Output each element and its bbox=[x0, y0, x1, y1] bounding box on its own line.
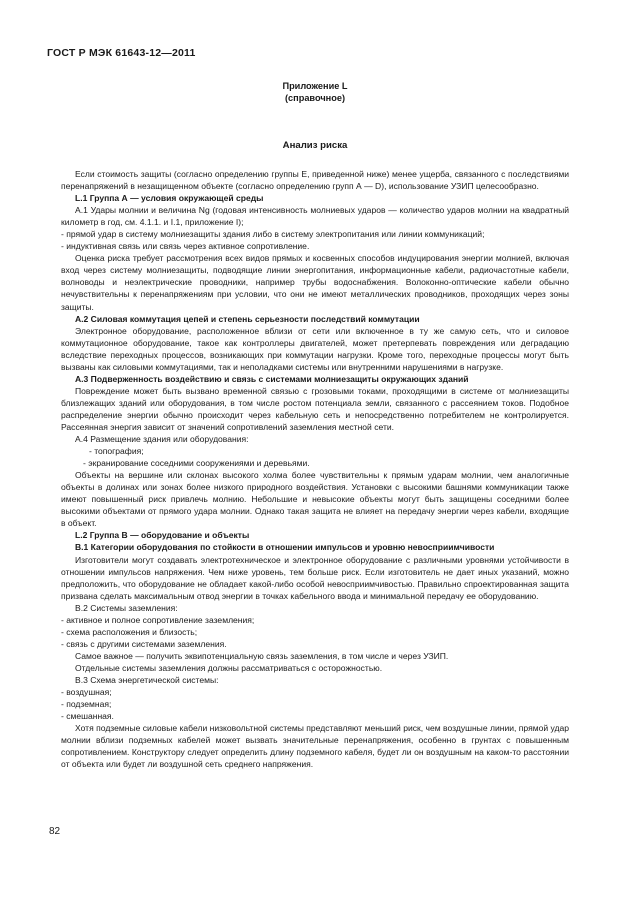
paragraph: Электронное оборудование, расположенное вблизи от сети или включенное в ту же самую сеть, что и силовое коммутационное оборудование, такое как контроллеры двигателей, может претерпевать повреждения или деградацию вследствие переходных процессов, возникающих при коммутации нагрузки. Кроме того, переходные процессы могут быть вызваны как силовыми коммутациями, так и неполадками системы или внутренними нарушениями в нагрузке. bbox=[61, 325, 569, 372]
paragraph: А.4 Размещение здания или оборудования: bbox=[75, 434, 249, 445]
annex-title: Приложение L bbox=[282, 81, 348, 91]
paragraph: Изготовители могут создавать электротехническое и электронное оборудование с различными уровнями устойчивости в отношении импульсов напряжения. Чем ниже уровень, тем больше риск. Если изготовитель не дает иных указаний, можно предположить, что оборудование не обладает какой-либо особой невосприимчивостью. Правильно спроектированная защита призвана сделать максимальным отвод энергии в точках кабельного ввода и минимальной передачу ее оборудованию. bbox=[61, 554, 569, 601]
list-item: - топография; bbox=[89, 446, 144, 457]
list-item: - прямой удар в систему молниезащиты здания либо в систему электропитания или линии коммуникаций; bbox=[61, 229, 485, 240]
list-item: - подземная; bbox=[61, 699, 112, 710]
annex-subtitle: (справочное) bbox=[284, 93, 345, 103]
list-item: - схема расположения и близость; bbox=[61, 626, 198, 637]
subsection-heading: А.3 Подверженность воздействию и связь с системами молниезащиты окружающих зданий bbox=[75, 373, 469, 384]
subsection-heading: В.1 Категории оборудования по стойкости в отношении импульсов и уровню невосприимчивости bbox=[75, 542, 495, 553]
paragraph: Объекты на вершине или склонах высокого холма более чувствительны к прямым ударам молнии, чем аналогичные объекты в долинах или зонах более низкого природного воздействия. Установки с высокими башнями коммуникации также имеют повышенный риск привлечь молнию. Небольшие и невысокие объекты могут быть защищены соседними более высокими объектами от прямого удара молнии. Однако такая защита не влияет на передачу энергии через кабели, входящие в объект. bbox=[61, 470, 569, 529]
list-item: - связь с другими системами заземления. bbox=[61, 638, 227, 649]
paragraph: В.3 Схема энергетической системы: bbox=[75, 674, 219, 685]
list-item: - экранирование соседними сооружениями и деревьями. bbox=[83, 458, 310, 469]
list-item: - смешанная. bbox=[61, 711, 114, 722]
subsection-heading: L.2 Группа В — оборудование и объекты bbox=[75, 530, 250, 541]
paragraph: Самое важное — получить эквипотенциальную связь заземления, в том числе и через УЗИП. bbox=[75, 650, 449, 661]
paragraph: Оценка риска требует рассмотрения всех видов прямых и косвенных способов индуцирования энергии молнией, включая вход через систему молниезащиты, подводящие линии энергопитания, информационные кабели, радиочастотные кабели, волноводы и неэлектрические проводники, например трубы водоснабжения. Волоконно-оптические кабели обычно нечувствительны к перенапряжениям при условии, что они не имеют металлических проводников, проходящих через зоны защиты. bbox=[61, 253, 569, 312]
paragraph: В.2 Системы заземления: bbox=[75, 602, 178, 613]
list-item: - активное и полное сопротивление заземления; bbox=[61, 614, 255, 625]
paragraph: Повреждение может быть вызвано временной связью с грозовыми токами, проходящими в системе от молниезащиты близлежащих зданий или оборудования, в том числе ростом потенциала земли, связанного с рассеянием токов. Подобное распределение энергии обычно происходит через кабельную сеть и непосредственно потребителем не контролируется. Рассеянная энергия зависит от значений сопротивлений заземления местной сети. bbox=[61, 385, 569, 432]
document-header: ГОСТ Р МЭК 61643-12—2011 bbox=[47, 47, 196, 59]
subsection-heading: L.1 Группа А — условия окружающей среды bbox=[75, 193, 264, 204]
paragraph: А.1 Удары молнии и величина Ng (годовая интенсивность молниевых ударов — количество ударов молнии на квадратный километр в год, см. 4.1.1. и I.1, приложение I); bbox=[61, 205, 569, 228]
subsection-heading: А.2 Силовая коммутация цепей и степень серьезности последствий коммутации bbox=[75, 313, 420, 324]
list-item: - индуктивная связь или связь через активное сопротивление. bbox=[61, 241, 310, 252]
paragraph: Хотя подземные силовые кабели низковольтной системы представляют меньший риск, чем воздушные линии, прямой удар молнии вблизи подземных кабелей может вызвать значительные перенапряжения, особенно в грунтах с повышенным сопротивлением. Конструктору следует определить длину подземного кабеля, будет ли он воздушным на каком-то расстоянии от объекта или будет ли воздушной сеть среднего напряжения. bbox=[61, 723, 569, 770]
paragraph: Отдельные системы заземления должны рассматриваться с осторожностью. bbox=[75, 662, 383, 673]
annex-heading bbox=[0, 80, 630, 104]
page-number: 82 bbox=[49, 826, 61, 837]
list-item: - воздушная; bbox=[61, 687, 112, 698]
document-body bbox=[61, 168, 569, 770]
section-title: Анализ риска bbox=[282, 140, 348, 151]
paragraph: Если стоимость защиты (согласно определению группы Е, приведенной ниже) менее ущерба, связанного с последствиями перенапряжений в незащищенном объекте (согласно определению групп А — D), использование УЗИП целесообразно. bbox=[61, 169, 569, 192]
